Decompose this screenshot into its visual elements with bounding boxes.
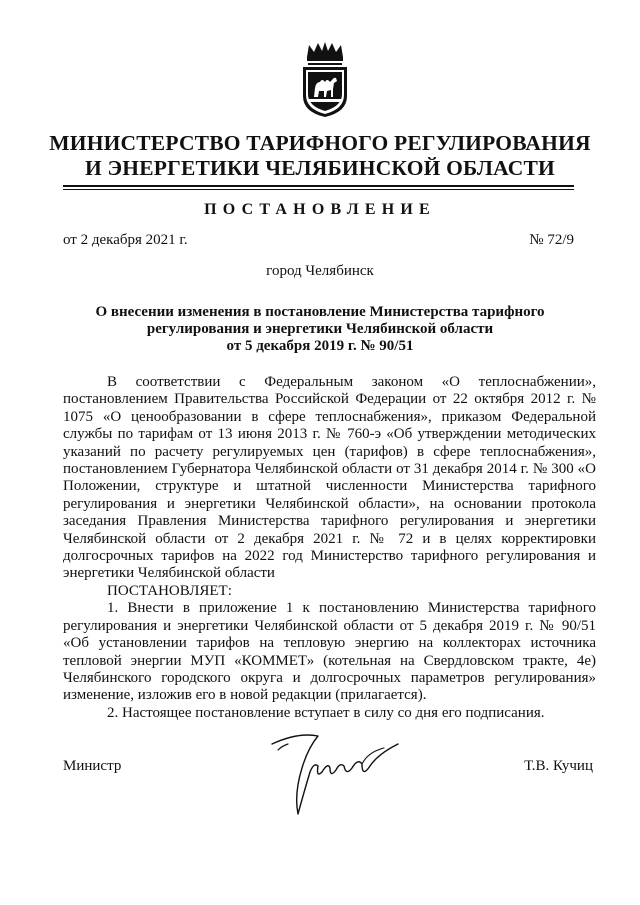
- header-divider: [63, 185, 574, 187]
- document-number: № 72/9: [529, 232, 574, 248]
- item-1-paragraph: 1. Внести в приложение 1 к постановлению Министерства тарифного регулирования и энергетики Челябинской области от 5 декабря 2019 г. № 90/51 «Об установлении тарифов на тепловую энергию на коллекторах источника тепловой энергии МУП «КОММЕТ» (котельная на Свердловском тракте, 4е) Челябинского городского округа и долгосрочных параметров регулирования» изменение, изложив его в новой редакции (прилагается).: [63, 600, 596, 704]
- preamble-paragraph: В соответствии с Федеральным законом «О теплоснабжении», постановлением Правительства Российской Федерации от 22 октября 2012 г. № 1075 «О ценообразовании в сфере теплоснабжения», приказом Федеральной службы по тарифам от 13 июня 2013 г. № 760-э «Об утверждении методических указаний по расчету регулируемых цен (тарифов) в сфере теплоснабжения», постановлением Губернатора Челябинской области от 31 декабря 2014 г. № 300 «О Положении, структуре и штатной численности Министерства тарифного регулирования и энергетики Челябинской области», на основании протокола заседания Правления Министерства тарифного регулирования и энергетики Челябинской области от 2 декабря 2021 г. № 72 и в целях корректировки долгосрочных тарифов на 2022 год Министерство тарифного регулирования и энергетики Челябинской области: [63, 374, 596, 582]
- signatory-position: Министр: [63, 758, 122, 774]
- document-date: от 2 декабря 2021 г.: [63, 232, 188, 248]
- document-title-line2: регулирования и энергетики Челябинской области: [146, 321, 494, 337]
- document-type: ПОСТАНОВЛЕНИЕ: [204, 201, 436, 218]
- document-title-line3: от 5 декабря 2019 г. № 90/51: [226, 338, 414, 354]
- ministry-name: [40, 131, 600, 181]
- document-body: [63, 374, 596, 722]
- ministry-name-line1: МИНИСТЕРСТВО ТАРИФНОГО РЕГУЛИРОВАНИЯ: [49, 131, 591, 155]
- document-city: город Челябинск: [266, 263, 374, 279]
- header-divider-thin: [63, 189, 574, 190]
- document-title-line1: О внесении изменения в постановление Министерства тарифного: [95, 304, 545, 320]
- signatory-name: Т.В. Кучиц: [524, 758, 593, 774]
- document-title: [90, 304, 550, 355]
- decree-word: ПОСТАНОВЛЯЕТ:: [107, 582, 232, 599]
- coat-of-arms-icon: [297, 42, 353, 118]
- item-2-paragraph: 2. Настоящее постановление вступает в силу со дня его подписания.: [107, 704, 545, 721]
- handwritten-signature-icon: [258, 722, 408, 822]
- ministry-name-line2: И ЭНЕРГЕТИКИ ЧЕЛЯБИНСКОЙ ОБЛАСТИ: [85, 156, 555, 180]
